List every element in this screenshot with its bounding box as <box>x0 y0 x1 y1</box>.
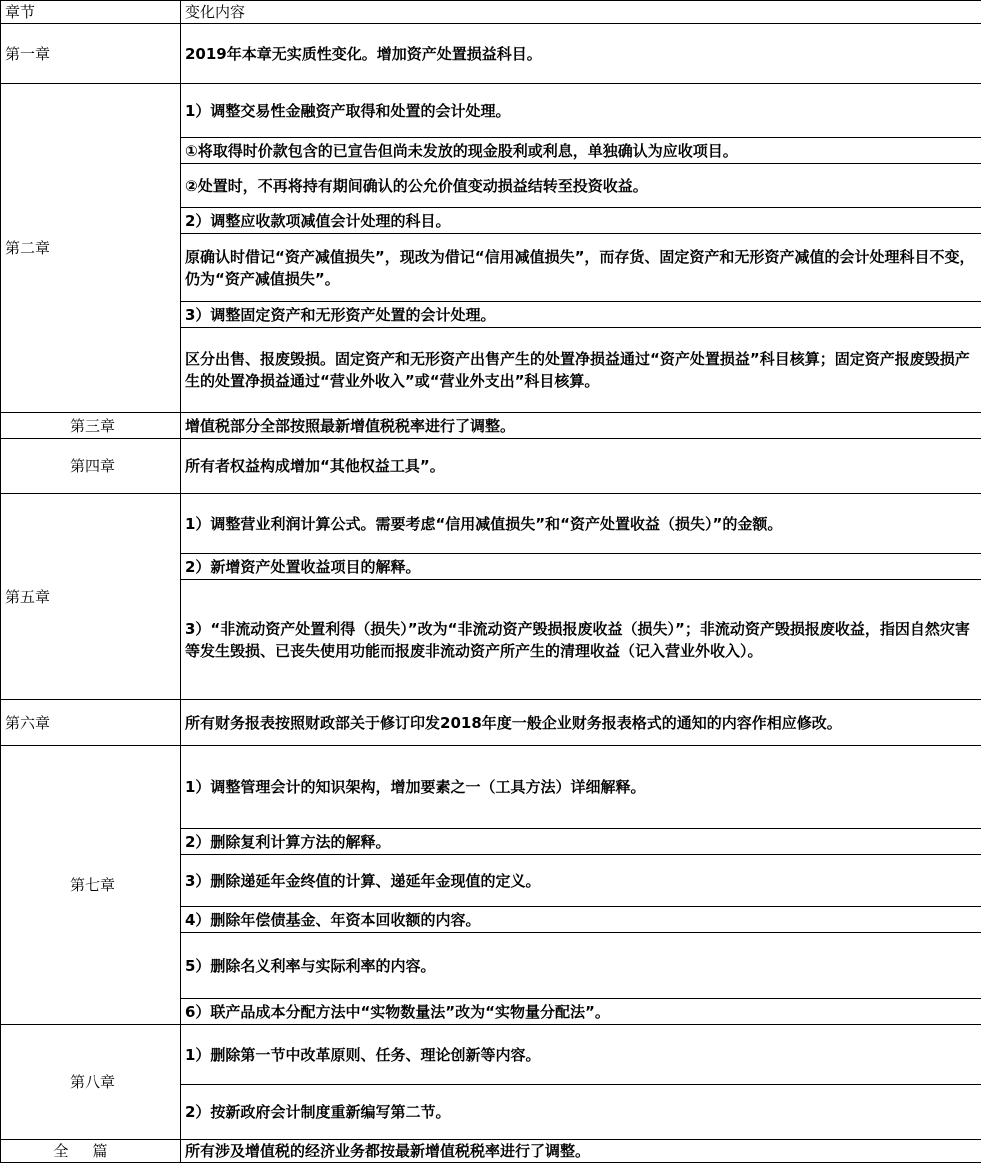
change-cell: 增值税部分全部按照最新增值税税率进行了调整。 <box>181 413 981 439</box>
change-cell: 3）删除递延年金终值的计算、递延年金现值的定义。 <box>181 855 981 907</box>
change-cell: 所有者权益构成增加“其他权益工具”。 <box>181 439 981 494</box>
table-row <box>1 1025 981 1085</box>
header-chapter: 章节 <box>1 1 181 24</box>
change-cell: 所有涉及增值税的经济业务都按最新增值税税率进行了调整。 <box>181 1140 981 1163</box>
header-content: 变化内容 <box>181 1 981 24</box>
chapter-8-label: 第八章 <box>1 1025 181 1140</box>
chapter-7-label: 第七章 <box>1 746 181 1025</box>
change-cell: 2019年本章无实质性变化。增加资产处置损益科目。 <box>181 24 981 84</box>
table-row <box>1 746 981 829</box>
chapter-5-label: 第五章 <box>1 494 181 700</box>
change-cell: 1）调整管理会计的知识架构，增加要素之一（工具方法）详细解释。 <box>181 746 981 829</box>
change-cell: 3）“非流动资产处置利得（损失）”改为“非流动资产毁损报废收益（损失）”；非流动资产毁损报废收益，指因自然灾害等发生毁损、已丧失使用功能而报废非流动资产所产生的清理收益（记入营业外收入）。 <box>181 580 981 700</box>
change-cell: 1）删除第一节中改革原则、任务、理论创新等内容。 <box>181 1025 981 1085</box>
change-cell: ①将取得时价款包含的已宣告但尚未发放的现金股利或利息，单独确认为应收项目。 <box>181 138 981 164</box>
change-cell: 2）调整应收款项减值会计处理的科目。 <box>181 208 981 234</box>
change-cell: 1）调整交易性金融资产取得和处置的会计处理。 <box>181 84 981 138</box>
change-cell: 原确认时借记“资产减值损失”，现改为借记“信用减值损失”，而存货、固定资产和无形资产减值的会计处理科目不变，仍为“资产减值损失”。 <box>181 234 981 302</box>
table-row <box>1 494 981 554</box>
table-row <box>1 84 981 138</box>
chapter-4-label: 第四章 <box>1 439 181 494</box>
table-row <box>1 24 981 84</box>
change-cell: 4）删除年偿债基金、年资本回收额的内容。 <box>181 907 981 933</box>
table-row <box>1 413 981 439</box>
table-row <box>1 439 981 494</box>
change-cell: 2）按新政府会计制度重新编写第二节。 <box>181 1085 981 1140</box>
change-cell: 6）联产品成本分配方法中“实物数量法”改为“实物量分配法”。 <box>181 999 981 1025</box>
change-cell: 区分出售、报废毁损。固定资产和无形资产出售产生的处置净损益通过“资产处置损益”科目核算；固定资产报废毁损产生的处置净损益通过“营业外收入”或“营业外支出”科目核算。 <box>181 328 981 413</box>
whole-label: 全篇 <box>1 1140 181 1163</box>
change-cell: ②处置时，不再将持有期间确认的公允价值变动损益结转至投资收益。 <box>181 164 981 208</box>
change-cell: 5）删除名义利率与实际利率的内容。 <box>181 933 981 999</box>
chapter-2-label: 第二章 <box>1 84 181 413</box>
change-cell: 2）删除复利计算方法的解释。 <box>181 829 981 855</box>
chapter-1-label: 第一章 <box>1 24 181 84</box>
change-cell: 3）调整固定资产和无形资产处置的会计处理。 <box>181 302 981 328</box>
chapter-6-label: 第六章 <box>1 700 181 746</box>
change-cell: 2）新增资产处置收益项目的解释。 <box>181 554 981 580</box>
table-row <box>1 700 981 746</box>
change-cell: 所有财务报表按照财政部关于修订印发2018年度一般企业财务报表格式的通知的内容作相应修改。 <box>181 700 981 746</box>
chapter-3-label: 第三章 <box>1 413 181 439</box>
header-row <box>1 1 981 24</box>
change-cell: 1）调整营业利润计算公式。需要考虑“信用减值损失”和“资产处置收益（损失）”的金额。 <box>181 494 981 554</box>
